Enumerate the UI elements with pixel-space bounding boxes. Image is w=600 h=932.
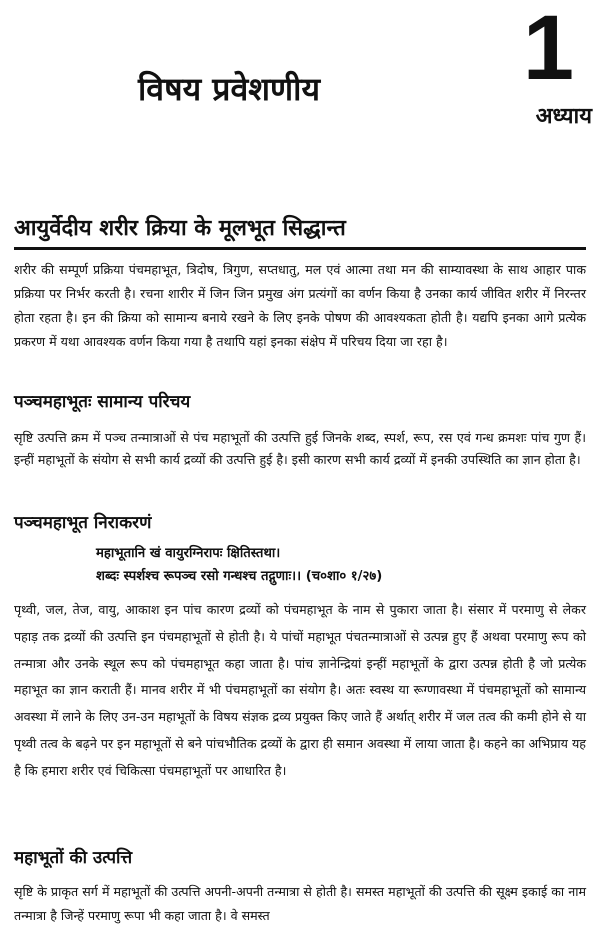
verse-line-1: महाभूतानि खं वायुरग्निरापः क्षितिस्तथा। — [96, 546, 281, 561]
section-paragraph-refutation: पृथ्वी, जल, तेज, वायु, आकाश इन पांच कारण द्रव्यों को पंचमहाभूत के नाम से पुकारा जाता है। संसार में परमाणु से लेकर पहाड़ तक द्रव्यों की उत्पत्ति इन पंचमहाभूतों से होती है। ये पांचों महाभूत पंचतन्मात्राओं से उत्पन्न हुए हैं अथवा परमाणु रूप को तन्मात्रा और उनके स्थूल रूप को पंचमहाभूत कहा जाता है। पांच ज्ञानेन्द्रियां इन्हीं महाभूतों के द्वारा उत्पन्न होती है जो प्रत्येक महाभूत का ज्ञान कराती हैं। मानव शरीर में भी पंचमहाभूतों का संयोग है। अतः स्वस्थ या रूग्णावस्था में पंचमहाभूतों को सामान्य अवस्था में लाने के लिए उन-उन महाभूतों के विषय संज्ञक द्रव्य प्रयुक्त किए जाते हैं अर्थात् शरीर में जल तत्व की कमी होने से या पृथ्वी तत्व के बढ़ने पर इन महाभूतों से बने पांचभौतिक द्रव्यों के द्वारा ही समान अवस्था में लाया जाता है। कहने का अभिप्राय यह है कि हमारा शरीर एवं चिकित्सा पंचमहाभूतों पर आधारित है। — [14, 602, 586, 778]
section-heading-origin: महाभूतों की उत्पत्ति — [14, 848, 133, 868]
chapter-title: विषय प्रवेशणीय — [138, 70, 321, 108]
section-heading-refutation: पञ्चमहाभूत निराकरणं — [14, 513, 152, 533]
verse-line-2: शब्दः स्पर्शश्च रूपञ्च रसो गन्धश्च तद्गुणाः।। (च०शा० १/२७) — [96, 569, 383, 584]
section-paragraph-intro: सृष्टि उत्पत्ति क्रम में पञ्च तन्मात्राओं से पंच महाभूतों की उत्पत्ति हुई जिनके शब्द, स्पर्श, रूप, रस एवं गन्ध क्रमशः पांच गुण हैं। इन्हीं महाभूतों के संयोग से सभी कार्य द्रव्यों की उत्पत्ति हुई है। इसी कारण सभी कार्य द्रव्यों में इनकी उपस्थिति का ज्ञान होता है। — [14, 430, 586, 467]
section-paragraph-origin: सृष्टि के प्राकृत सर्ग में महाभूतों की उत्पत्ति अपनी-अपनी तन्मात्रा से होती है। समस्त महाभूतों की उत्पत्ति की सूक्ष्म इकाई का नाम तन्मात्रा है जिन्हें परमाणु रूपा भी कहा जाता है। वे समस्त — [14, 884, 586, 923]
intro-paragraph: शरीर की सम्पूर्ण प्रक्रिया पंचमहाभूत, त्रिदोष, त्रिगुण, सप्तधातु, मल एवं आत्मा तथा मन की साम्यावस्था के साथ आहार पाक प्रक्रिया पर निर्भर करती है। रचना शारीर में जिन जिन प्रमुख अंग प्रत्यंगों का वर्णन किया है उनका कार्य जीवित शरीर में निरन्तर होता रहता है। इन की क्रिया को सामान्य बनाये रखने के लिए इनके पोषण की आवश्यकता होती है। यद्यपि इनका आगे प्रत्येक प्रकरण में यथा आवश्यक वर्णन किया गया है तथापि यहां इनका संक्षेप में परिचय दिया जा रहा है। — [14, 262, 586, 349]
section-heading-intro: पञ्चमहाभूतः सामान्य परिचय — [14, 392, 191, 412]
main-heading: आयुर्वेदीय शरीर क्रिया के मूलभूत सिद्धान्त — [14, 216, 346, 241]
chapter-label: अध्याय — [535, 104, 592, 129]
heading-underline — [14, 247, 586, 250]
sanskrit-verse — [96, 542, 596, 588]
chapter-number: 1 — [522, 0, 574, 99]
